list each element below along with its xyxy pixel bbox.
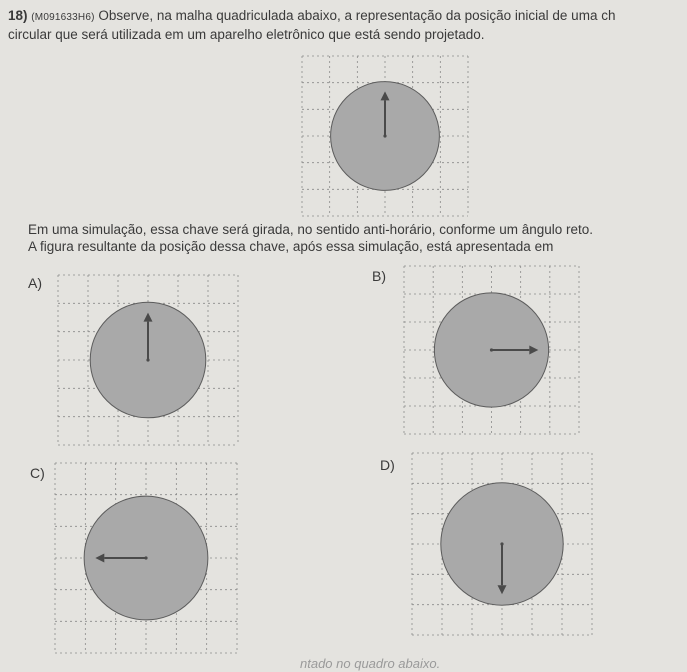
footer-text-fragment: ntado no quadro abaixo. — [300, 656, 441, 671]
option-d-label[interactable]: D) — [380, 457, 395, 473]
question-intro-line2: circular que será utilizada em um aparelho eletrônico que está sendo projetado. — [8, 27, 485, 42]
question-statement-line1: Em uma simulação, essa chave será girada, no sentido anti-horário, conforme um ângulo reto. — [28, 222, 594, 237]
option-c-label[interactable]: C) — [30, 465, 45, 481]
question-statement-line2: A figura resultante da posição dessa chave, após essa simulação, está apresentada em — [28, 239, 554, 254]
question-intro-line1: Observe, na malha quadriculada abaixo, a representação da posição inicial de uma ch — [98, 8, 616, 23]
option-d-figure[interactable] — [412, 453, 592, 635]
option-a-figure[interactable] — [58, 275, 238, 445]
question-number: 18) — [8, 8, 28, 23]
option-c-figure[interactable] — [55, 463, 237, 653]
question-code: (M091633H6) — [31, 12, 95, 23]
initial-key-figure — [302, 56, 468, 216]
option-b-figure[interactable] — [404, 266, 579, 434]
option-b-label[interactable]: B) — [372, 268, 386, 284]
question-line-1 — [8, 8, 615, 26]
option-a-label[interactable]: A) — [28, 275, 42, 291]
